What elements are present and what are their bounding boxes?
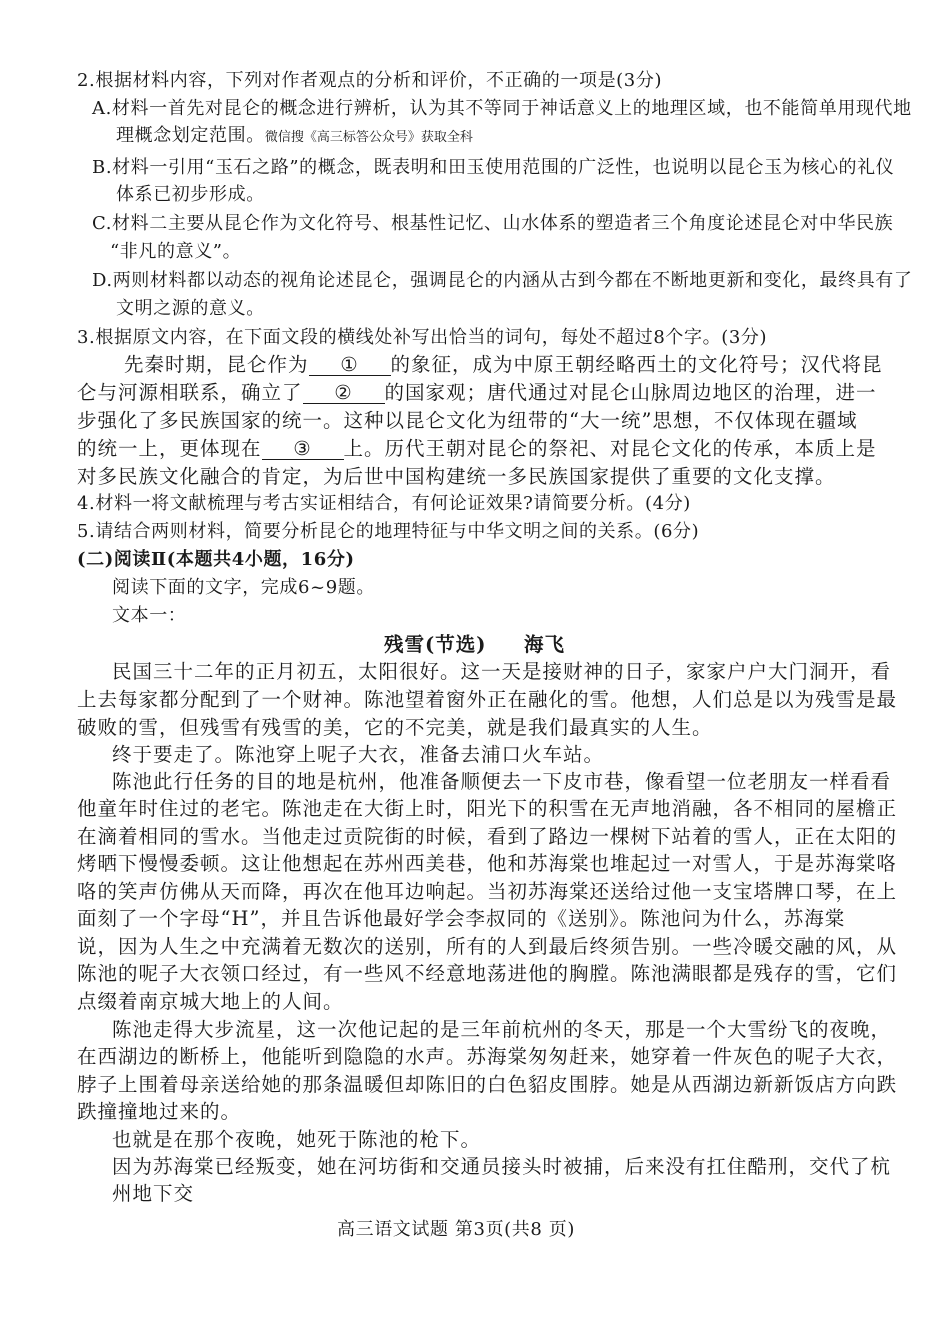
answer-blank-3[interactable]: ③ — [262, 438, 344, 460]
q3-paragraph-line5: 对多民族文化融合的肯定，为后世中国构建统一多民族国家提供了重要的文化支撑。 — [77, 465, 836, 488]
story-p4-line3: 脖子上围着母亲送给她的那条温暖但却陈旧的白色貂皮围脖。她是从西湖边新新饭店方向跌 — [77, 1073, 898, 1096]
q2-stem: 2.根据材料内容，下列对作者观点的分析和评价，不正确的一项是(3分) — [77, 70, 663, 91]
answer-blank-2[interactable]: ② — [303, 382, 385, 404]
q3-stem: 3.根据原文内容，在下面文段的横线处补写出恰当的词句，每处不超过8个字。(3分) — [77, 327, 768, 348]
story-p3-line2: 他童年时住过的老宅。陈池走在大街上时，阳光下的积雪在无声地消融，各不相同的屋檐正 — [77, 797, 898, 820]
story-p4-line1: 陈池走得大步流星，这一次他记起的是三年前杭州的冬天，那是一个大雪纷飞的夜晚， — [112, 1018, 892, 1041]
q2-option-b-line2: 体系已初步形成。 — [116, 184, 265, 205]
q2-option-c-line2: “非凡的意义”。 — [110, 241, 242, 262]
story-p3-line4: 烤晒下慢慢委顿。这让他想起在苏州西美巷，他和苏海棠也堆起过一对雪人，于是苏海棠咯 — [77, 852, 898, 875]
story-p3-line7: 说，因为人生之中充满着无数次的送别，所有的人到最后终须告别。一些冷暖交融的风，从 — [77, 935, 898, 958]
story-author: 海飞 — [524, 633, 566, 656]
q2-option-a-line2: 理概念划定范围。微信搜《高三标答公众号》获取全科 — [116, 125, 473, 146]
q2-option-c-line1: C.材料二主要从昆仑作为文化符号、根基性记忆、山水体系的塑造者三个角度论述昆仑对中华民族 — [92, 213, 894, 234]
story-title: 残雪(节选) — [384, 633, 487, 656]
story-p4-line4: 跌撞撞地过来的。 — [77, 1100, 242, 1123]
q5-stem: 5.请结合两则材料，简要分析昆仑的地理特征与中华文明之间的关系。(6分) — [77, 521, 700, 542]
story-p3-line3: 在滴着相同的雪水。当他走过贡院街的时候，看到了路边一棵树下站着的雪人，正在太阳的 — [77, 825, 898, 848]
q4-stem: 4.材料一将文献梳理与考古实证相结合，有何论证效果?请简要分析。(4分) — [77, 493, 691, 514]
text-one-label: 文本一： — [112, 605, 187, 626]
story-p3-line9: 点缀着南京城大地上的人间。 — [77, 990, 344, 1013]
story-p3-line5: 咯的笑声仿佛从天而降，再次在他耳边响起。当初苏海棠还送给过他一支宝塔牌口琴，在上 — [77, 880, 898, 903]
q3-paragraph-line2: 仑与河源相联系，确立了 ② 的国家观；唐代通过对昆仑山脉周边地区的治理，进一 — [77, 381, 877, 404]
q3-paragraph-line4: 的统一上，更体现在 ③ 上。历代王朝对昆仑的祭祀、对昆仑文化的传承，本质上是 — [77, 437, 877, 460]
story-p3-line8: 陈池的呢子大衣领口经过，有一些风不经意地荡进他的胸膛。陈池满眼都是残存的雪，它们 — [77, 962, 898, 985]
story-p1-line3: 破败的雪，但残雪有残雪的美，它的不完美，就是我们最真实的人生。 — [77, 716, 713, 739]
story-p6-line2: 州地下交 — [112, 1182, 195, 1205]
q3-paragraph-line1: 先秦时期，昆仑作为 ① 的象征，成为中原王朝经略西土的文化符号；汉代将昆 — [124, 353, 883, 376]
story-p6-line1: 因为苏海棠已经叛变，她在河坊街和交通员接头时被捕，后来没有扛住酷刑，交代了杭 — [112, 1155, 892, 1178]
answer-blank-1[interactable]: ① — [309, 354, 391, 376]
story-p1-line1: 民国三十二年的正月初五，太阳很好。这一天是接财神的日子，家家户户大门洞开，看 — [112, 660, 892, 683]
page-footer: 高三语文试题 第3页(共8 页) — [337, 1219, 575, 1240]
q2-option-a-line1: A.材料一首先对昆仑的概念进行辨析，认为其不等同于神话意义上的地理区域，也不能简单用现代地 — [92, 98, 912, 119]
q2-option-d-line2: 文明之源的意义。 — [116, 298, 265, 319]
q2-option-b-line1: B.材料一引用“玉石之路”的概念，既表明和田玉使用范围的广泛性，也说明以昆仑玉为核心的礼仪 — [92, 157, 895, 178]
story-p3-line6: 面刻了一个字母“H”，并且告诉他最好学会李叔同的《送别》。陈池问为什么，苏海棠 — [77, 907, 846, 930]
story-p4-line2: 在西湖边的断桥上，他能听到隐隐的水声。苏海棠匆匆赶来，她穿着一件灰色的呢子大衣， — [77, 1045, 898, 1068]
story-p1-line2: 上去每家都分配到了一个财神。陈池望着窗外正在融化的雪。他想，人们总是以为残雪是最 — [77, 688, 898, 711]
q2-option-d-line1: D.两则材料都以动态的视角论述昆仑，强调昆仑的内涵从古到今都在不断地更新和变化，最终具有了 — [92, 270, 913, 291]
wechat-watermark-note: 微信搜《高三标答公众号》获取全科 — [264, 130, 473, 145]
section-instruction: 阅读下面的文字，完成6~9题。 — [112, 577, 375, 598]
section-heading: (二)阅读Ⅱ(本题共4小题，16分) — [77, 549, 355, 570]
q3-paragraph-line3: 步强化了多民族国家的统一。这种以昆仑文化为纽带的“大一统”思想，不仅体现在疆域 — [77, 409, 858, 432]
story-p2: 终于要走了。陈池穿上呢子大衣，准备去浦口火车站。 — [112, 743, 605, 766]
story-p5: 也就是在那个夜晚，她死于陈池的枪下。 — [112, 1128, 482, 1151]
story-p3-line1: 陈池此行任务的目的地是杭州，他准备顺便去一下皮市巷，像看望一位老朋友一样看看 — [112, 770, 892, 793]
